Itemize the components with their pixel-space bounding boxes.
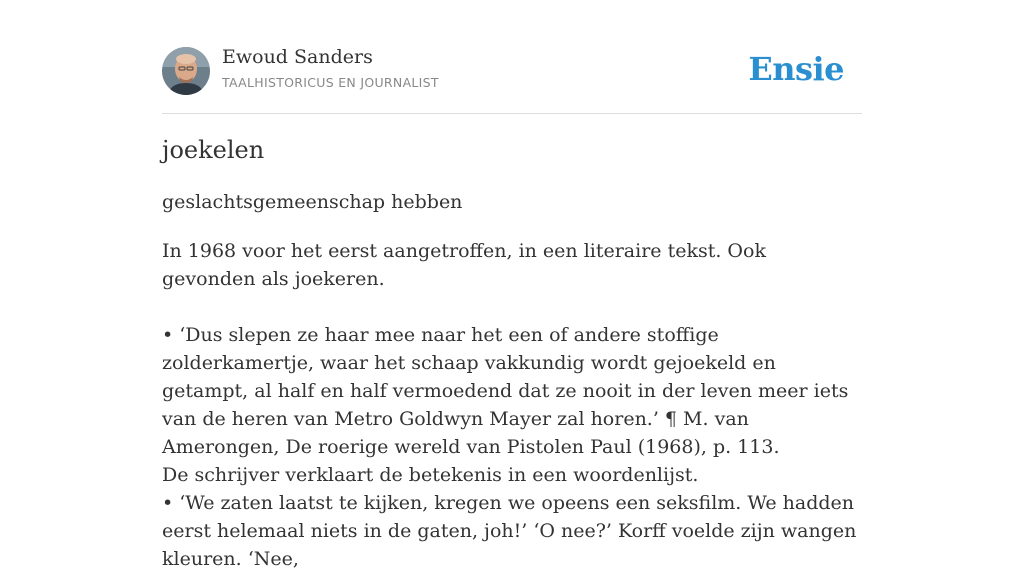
author-avatar[interactable]: [162, 47, 210, 95]
paragraph-gap: [162, 293, 862, 321]
brand-logo[interactable]: Ensie: [748, 50, 844, 88]
quote-note: De schrijver verklaart de betekenis in een woordenlijst.: [162, 464, 699, 486]
entry-title: joekelen: [162, 136, 265, 164]
entry-intro: In 1968 voor het eerst aangetroffen, in een literaire tekst. Ook gevonden als joekeren.: [162, 240, 766, 290]
header: [162, 0, 862, 114]
entry-definition: geslachtsgemeenschap hebben: [162, 191, 463, 213]
entry-body: [162, 237, 862, 573]
entry-page: [162, 0, 862, 570]
quote-item: • ‘Dus slepen ze haar mee naar het een of andere stoffige zolderkamertje, waar het schaap vakkundig wordt gejoekeld en getampt, al half en half vermoedend dat ze nooit in der leven meer iets van de heren van Metro Goldwyn Mayer zal horen.’ ¶ M. van Amerongen, De roerige wereld van Pistolen Paul (1968), p. 113.: [162, 324, 849, 458]
avatar-image: [162, 47, 210, 95]
quote-item: • ‘We zaten laatst te kijken, kregen we opeens een seksfilm. We hadden eerst helemaal niets in de gaten, joh!’ ‘O nee?’ Korff voelde zijn wangen kleuren. ‘Nee,: [162, 492, 857, 570]
author-name[interactable]: Ewoud Sanders: [222, 46, 373, 68]
author-role: TAALHISTORICUS EN JOURNALIST: [222, 75, 439, 90]
